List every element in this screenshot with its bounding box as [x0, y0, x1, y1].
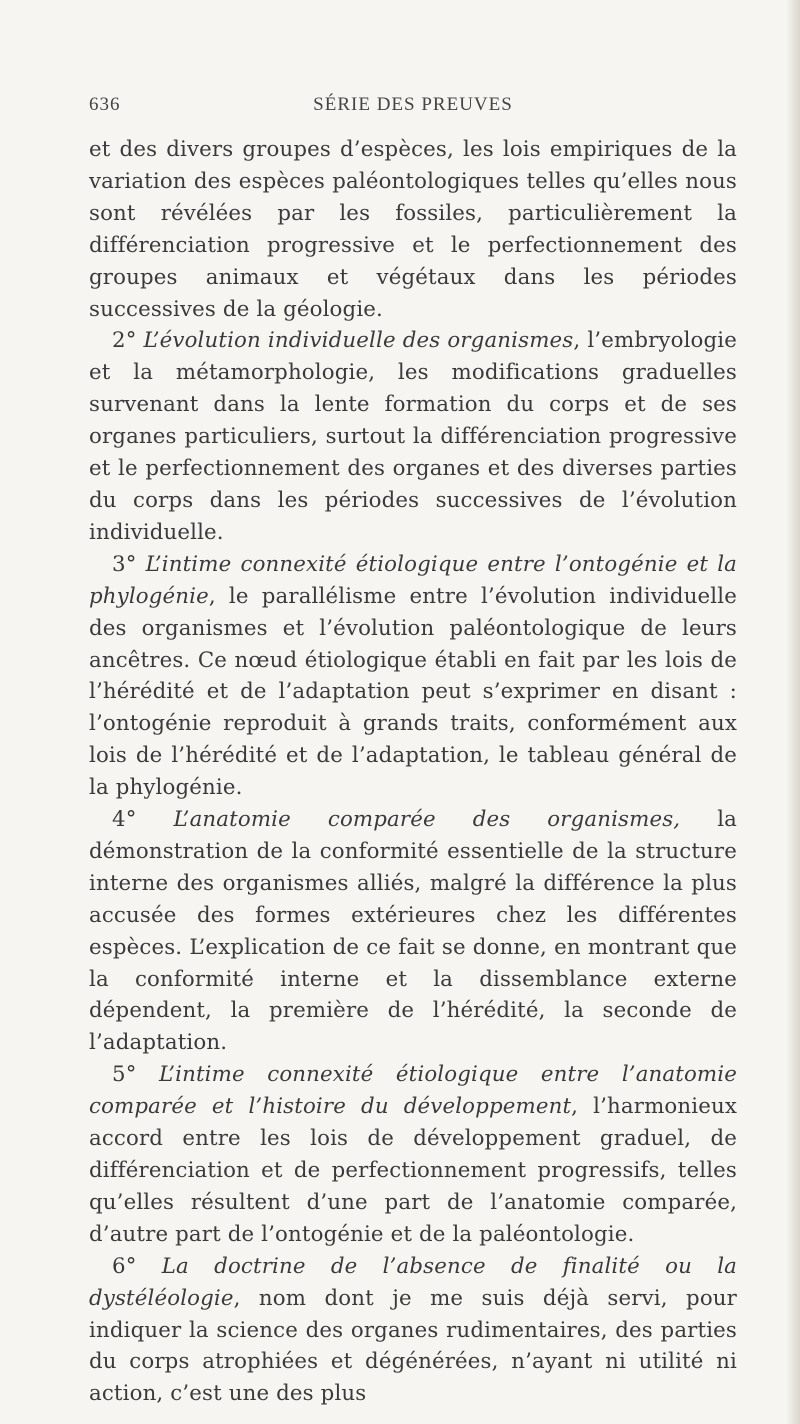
item-number: 5° — [112, 1062, 137, 1088]
item-title: L’intime connexité étiologique entre l’ontogénie et la phylogénie — [89, 551, 738, 609]
paragraph-continuation — [89, 134, 737, 325]
item-number: 6° — [112, 1253, 137, 1279]
item-title: L’anatomie comparée des organismes, — [173, 807, 681, 833]
item-title: L’évolution individuelle des organismes — [143, 328, 574, 354]
paragraph-text: , l’embryologie et la métamorphologie, les modifications graduelles survenant dans la lente formation du corps et de ses organes particuliers, surtout la différenciation progressive et le perfectionnement des organes et des diverses parties du corps dans les périodes successives de l’évolution individuelle. — [89, 328, 738, 545]
item-number: 4° — [112, 807, 137, 833]
paragraph-text: la démonstration de la conformité essentielle de la structure interne des organismes alliés, malgré la différence la plus accusée des formes extérieures chez les différentes espèces. L’explication de ce fait se donne, en montrant que la conformité interne et la dissemblance externe dépendent, la première de l’hérédité, la seconde de l’adaptation. — [89, 807, 738, 1056]
paragraph-item-6 — [89, 1251, 737, 1411]
paragraph-item-4 — [89, 804, 737, 1059]
paragraph-text: , nom dont je me suis déjà servi, pour indiquer la science des organes rudimentaires, des parties du corps atrophiées et dégénérées, n’ayant ni utilité ni action, c’est une des plus — [89, 1285, 737, 1407]
page-number: 636 — [89, 94, 121, 115]
paragraph-item-3 — [89, 549, 737, 804]
body-text — [89, 134, 737, 1410]
running-title: SÉRIE DES PREUVES — [313, 94, 513, 115]
page-header — [89, 94, 737, 122]
item-number: 3° — [112, 551, 137, 577]
page-edge-shadow — [786, 0, 800, 1424]
paragraph-text: et des divers groupes d’espèces, les lois empiriques de la variation des espèces paléontologiques telles qu’elles nous sont révélées par les fossiles, particulièrement la différenciation progressive et le perfectionnement des groupes animaux et végétaux dans les périodes successives de la géologie. — [89, 137, 737, 322]
paragraph-item-2 — [89, 325, 737, 548]
paragraph-item-5 — [89, 1059, 737, 1250]
item-title: L’intime connexité étiologique entre l’anatomie comparée et l’histoire du développement — [89, 1062, 737, 1120]
item-number: 2° — [112, 328, 137, 354]
paragraph-text: , l’harmonieux accord entre les lois de développement graduel, de différenciation et de perfectionnement progressifs, telles qu’elles résultent d’une part de l’anatomie comparée, d’autre part de l’ontogénie et de la paléontologie. — [89, 1094, 737, 1247]
item-title: La doctrine de l’absence de finalité ou la dystéléologie — [89, 1253, 737, 1311]
paragraph-text: , le parallélisme entre l’évolution individuelle des organismes et l’évolution paléontologique de leurs ancêtres. Ce nœud étiologique établi en fait par les lois de l’hérédité et de l’adaptation peut s’exprimer en disant : l’ontogénie reproduit à grands traits, conformément aux lois de l’hérédité et de l’adaptation, le tableau général de la phylogénie. — [89, 583, 737, 801]
